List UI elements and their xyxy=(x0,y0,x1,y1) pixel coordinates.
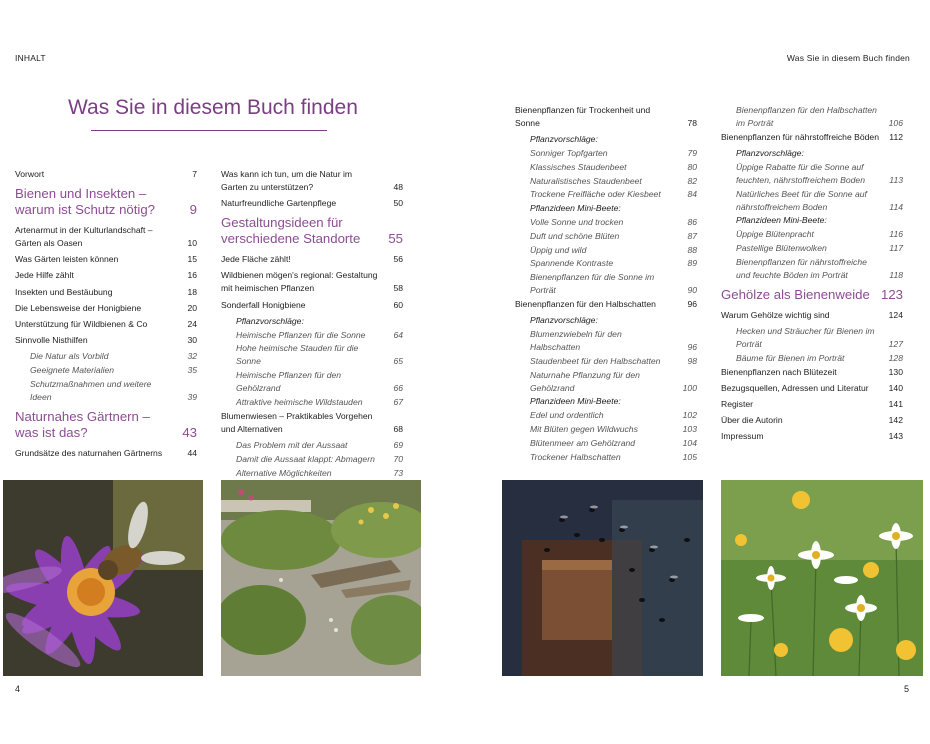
toc-entry-title: Bienenpflanzen für Trockenheit und Sonne xyxy=(515,105,651,128)
toc-entry-title: Pflanzideen Mini-Beete: xyxy=(530,396,621,407)
page-number-right: 5 xyxy=(903,684,909,694)
toc-group-label xyxy=(221,315,403,328)
toc-entry xyxy=(15,224,197,250)
toc-page-number: 67 xyxy=(393,396,403,407)
toc-entry xyxy=(221,197,403,210)
toc-entry-title: Edel und ordentlich xyxy=(530,410,604,421)
toc-entry xyxy=(515,104,697,130)
toc-entry-title: Schutzmaßnahmen und weitere Ideen xyxy=(30,378,152,402)
toc-page-number: 35 xyxy=(187,365,197,376)
toc-page-number: 66 xyxy=(393,383,403,394)
toc-entry-title: Bienenpflanzen für nährstoffreiche und feuchte Böden im Porträt xyxy=(736,256,867,280)
toc-entry xyxy=(721,414,903,427)
toc-entry-title: Alternative Möglichkeiten xyxy=(236,467,332,478)
toc-entry xyxy=(721,256,903,282)
toc-chapter-heading xyxy=(15,186,197,218)
toc-entry-title: Sonniger Topfgarten xyxy=(530,147,608,158)
toc-entry-title: Blumenzwiebeln für den Halbschatten xyxy=(530,328,622,352)
toc-page-number: 143 xyxy=(888,431,903,442)
toc-page-number: 20 xyxy=(187,302,197,313)
toc-entry xyxy=(15,334,197,347)
toc-page-number: 32 xyxy=(187,351,197,362)
toc-page-number: 113 xyxy=(889,174,903,185)
toc-entry-title: Mit Blüten gegen Wildwuchs xyxy=(530,423,638,434)
toc-entry-title: Heimische Pflanzen für die Sonne xyxy=(236,329,366,340)
toc-entry xyxy=(515,147,697,160)
toc-chapter-heading xyxy=(15,409,197,441)
toc-entry-title: Üppig und wild xyxy=(530,244,587,255)
toc-entry-title: Klassisches Staudenbeet xyxy=(530,161,627,172)
toc-entry xyxy=(721,366,903,379)
toc-entry-title: Hohe heimische Stauden für die Sonne xyxy=(236,343,359,367)
toc-entry xyxy=(15,350,197,363)
toc-group-label xyxy=(515,395,697,408)
toc-page-number: 79 xyxy=(687,147,697,158)
toc-entry xyxy=(221,396,403,409)
toc-page-number: 65 xyxy=(393,356,403,367)
toc-page-number: 127 xyxy=(888,338,903,349)
toc-chapter-heading xyxy=(221,215,403,247)
toc-page-number: 105 xyxy=(682,451,697,462)
toc-page-number: 87 xyxy=(687,230,697,241)
toc-entry-title: Volle Sonne und trocken xyxy=(530,216,624,227)
toc-entry-title: Blumenwiesen – Praktikables Vorgehen und Alternativen xyxy=(221,410,373,434)
toc-column-1 xyxy=(15,168,197,463)
toc-page-number: 80 xyxy=(687,161,697,172)
toc-entry xyxy=(15,286,197,299)
toc-entry xyxy=(221,253,403,266)
toc-column-4 xyxy=(721,104,903,446)
toc-page-number: 141 xyxy=(888,398,903,409)
toc-page-number: 18 xyxy=(187,286,197,297)
toc-entry xyxy=(721,161,903,187)
toc-page-number: 89 xyxy=(687,258,697,269)
toc-page-number: 130 xyxy=(888,366,903,377)
toc-entry-title: Hecken und Sträucher für Bienen im Porträt xyxy=(736,325,875,349)
toc-entry xyxy=(721,104,903,130)
photo-daisy-meadow xyxy=(721,480,923,676)
toc-entry xyxy=(721,131,903,144)
toc-page-number: 86 xyxy=(687,216,697,227)
toc-entry-title: Gestaltungsideen für verschiedene Standorte xyxy=(221,215,361,247)
toc-entry xyxy=(15,364,197,377)
toc-entry-title: Naturnahes Gärtnern – was ist das? xyxy=(15,408,150,440)
toc-page-number: 58 xyxy=(393,283,403,294)
toc-page-number: 142 xyxy=(888,415,903,426)
toc-chapter-heading xyxy=(721,287,903,303)
toc-entry-title: Impressum xyxy=(721,431,764,442)
toc-group-label xyxy=(515,314,697,327)
toc-entry xyxy=(515,355,697,368)
toc-entry-title: Trockene Freifläche oder Kiesbeet xyxy=(530,189,661,200)
toc-entry xyxy=(515,188,697,201)
toc-entry-title: Natürliches Beet für die Sonne auf nährstoffreichem Boden xyxy=(736,188,867,212)
toc-page-number: 68 xyxy=(393,423,403,434)
toc-page-number: 70 xyxy=(393,453,403,464)
toc-entry-title: Grundsätze des naturnahen Gärtnerns xyxy=(15,447,163,458)
toc-page-number: 123 xyxy=(880,286,903,302)
toc-entry-title: Pflanzideen Mini-Beete: xyxy=(530,203,621,214)
toc-entry-title: Blütenmeer am Gehölzrand xyxy=(530,437,636,448)
toc-entry-title: Jede Fläche zählt! xyxy=(221,254,291,265)
toc-entry-title: Unterstützung für Wildbienen & Co xyxy=(15,318,148,329)
toc-entry-title: Die Natur als Vorbild xyxy=(30,351,109,362)
toc-entry-title: Insekten und Bestäubung xyxy=(15,286,113,297)
toc-entry-title: Trockener Halbschatten xyxy=(530,451,621,462)
toc-page-number: 55 xyxy=(388,231,403,247)
toc-entry xyxy=(515,451,697,464)
toc-page-number: 128 xyxy=(888,352,903,363)
toc-entry-title: Vorwort xyxy=(15,169,45,179)
toc-entry-title: Die Lebensweise der Honigbiene xyxy=(15,302,142,313)
toc-entry-title: Pflanzvorschläge: xyxy=(530,134,598,145)
toc-group-label xyxy=(721,147,903,160)
toc-entry xyxy=(15,269,197,282)
toc-entry-title: Bezugsquellen, Adressen und Literatur xyxy=(721,382,869,393)
toc-entry xyxy=(221,369,403,395)
toc-entry xyxy=(221,168,403,194)
toc-page-number: 9 xyxy=(189,202,197,217)
toc-page-number: 39 xyxy=(187,391,197,402)
toc-entry xyxy=(15,302,197,315)
toc-entry-title: Spannende Kontraste xyxy=(530,258,614,269)
toc-page-number: 43 xyxy=(182,424,197,440)
toc-page-number: 88 xyxy=(687,244,697,255)
toc-entry xyxy=(515,409,697,422)
toc-entry-title: Gehölze als Bienenweide xyxy=(721,286,870,302)
toc-entry-title: Pflanzvorschläge: xyxy=(236,315,304,326)
toc-entry-title: Pflanzvorschläge: xyxy=(736,147,804,158)
page-title: Was Sie in diesem Buch finden xyxy=(68,96,358,119)
toc-entry-title: Das Problem mit der Aussaat xyxy=(236,439,348,450)
toc-entry-title: Damit die Aussaat klappt: Abmagern xyxy=(236,453,375,464)
toc-entry xyxy=(515,298,697,311)
toc-entry-title: Attraktive heimische Wildstauden xyxy=(236,396,363,407)
toc-entry-title: Duft und schöne Blüten xyxy=(530,230,620,241)
toc-page-number: 50 xyxy=(393,198,403,209)
toc-page-number: 104 xyxy=(682,437,697,448)
toc-entry-title: Bäume für Bienen im Porträt xyxy=(736,352,845,363)
toc-entry xyxy=(221,269,403,295)
toc-group-label xyxy=(721,214,903,227)
toc-page-number: 7 xyxy=(192,169,197,179)
toc-page-number: 103 xyxy=(682,423,697,434)
toc-page-number: 73 xyxy=(393,467,403,478)
toc-entry xyxy=(515,369,697,395)
toc-page-number: 102 xyxy=(682,410,697,421)
toc-entry-title: Bienenpflanzen für die Sonne im Porträt xyxy=(530,272,655,296)
toc-entry-title: Über die Autorin xyxy=(721,415,783,426)
toc-entry xyxy=(15,318,197,331)
toc-entry xyxy=(515,271,697,297)
toc-page-number: 78 xyxy=(687,118,697,128)
toc-entry-title: Artenarmut in der Kulturlandschaft – Gärten als Oasen xyxy=(15,225,153,248)
toc-group-label xyxy=(515,202,697,215)
toc-entry xyxy=(721,242,903,255)
toc-entry xyxy=(515,257,697,270)
toc-entry-title: Staudenbeet für den Halbschatten xyxy=(530,355,661,366)
toc-entry-title: Naturalistisches Staudenbeet xyxy=(530,175,642,186)
toc-page-number: 116 xyxy=(889,229,903,240)
photo-gravel-garden xyxy=(221,480,421,676)
toc-entry xyxy=(721,398,903,411)
toc-entry xyxy=(15,168,197,181)
toc-page-number: 44 xyxy=(187,447,197,458)
toc-page-number: 84 xyxy=(687,189,697,200)
toc-group-label xyxy=(515,133,697,146)
toc-page-number: 96 xyxy=(687,298,697,309)
toc-column-2 xyxy=(221,168,403,494)
toc-entry-title: Üppige Blütenpracht xyxy=(736,229,814,240)
toc-entry-title: Was kann ich tun, um die Natur im Garten zu unterstützen? xyxy=(221,169,353,192)
toc-entry-title: Bienenpflanzen für nährstoffreiche Böden xyxy=(721,131,879,142)
toc-entry xyxy=(515,244,697,257)
toc-entry xyxy=(221,329,403,342)
photo-bees-at-hive xyxy=(502,480,703,676)
toc-entry xyxy=(515,161,697,174)
toc-page-number: 16 xyxy=(187,270,197,281)
toc-entry-title: Üppige Rabatte für die Sonne auf feuchten, nährstoffreichem Boden xyxy=(736,161,865,185)
title-rule xyxy=(91,130,327,131)
toc-entry-title: Jede Hilfe zählt xyxy=(15,270,74,281)
toc-column-3 xyxy=(515,104,697,464)
toc-entry-title: Bienenpflanzen für den Halbschatten im Porträt xyxy=(736,105,877,128)
toc-entry xyxy=(721,325,903,351)
toc-entry-title: Pastellige Blütenwolken xyxy=(736,242,827,253)
toc-entry-title: Heimische Pflanzen für den Gehölzrand xyxy=(236,370,342,394)
toc-entry xyxy=(221,299,403,312)
toc-entry-title: Sinnvolle Nisthilfen xyxy=(15,335,88,346)
toc-page-number: 100 xyxy=(682,382,697,393)
toc-page-number: 48 xyxy=(393,182,403,192)
toc-entry xyxy=(15,447,197,460)
toc-entry xyxy=(721,382,903,395)
toc-entry-title: Wildbienen mögen's regional: Gestaltung mit heimischen Pflanzen xyxy=(221,270,378,294)
toc-entry xyxy=(15,378,197,404)
toc-entry xyxy=(721,228,903,241)
toc-entry xyxy=(221,467,403,480)
page-number-left: 4 xyxy=(15,684,21,694)
toc-page-number: 117 xyxy=(889,242,903,253)
photo-bee-on-aster xyxy=(3,480,203,676)
running-header-right: Was Sie in diesem Buch finden xyxy=(786,53,910,63)
toc-entry-title: Sonderfall Honigbiene xyxy=(221,299,306,310)
toc-entry-title: Pflanzvorschläge: xyxy=(530,315,598,326)
toc-entry-title: Bienen und Insekten – warum ist Schutz nötig? xyxy=(15,186,155,217)
toc-entry-title: Was Gärten leisten können xyxy=(15,254,119,265)
toc-page-number: 15 xyxy=(187,254,197,265)
toc-page-number: 10 xyxy=(187,238,197,248)
toc-entry xyxy=(221,342,403,368)
running-header-left: INHALT xyxy=(15,53,46,63)
toc-entry xyxy=(515,230,697,243)
toc-entry-title: Geeignete Materialien xyxy=(30,365,115,376)
toc-entry-title: Naturnahe Pflanzung für den Gehölzrand xyxy=(530,369,640,393)
toc-page-number: 90 xyxy=(687,285,697,296)
toc-entry-title: Bienenpflanzen für den Halbschatten xyxy=(515,298,656,309)
toc-page-number: 24 xyxy=(187,318,197,329)
toc-page-number: 140 xyxy=(888,382,903,393)
toc-page-number: 69 xyxy=(393,439,403,450)
toc-page-number: 30 xyxy=(187,335,197,346)
toc-entry xyxy=(221,453,403,466)
toc-page-number: 64 xyxy=(393,329,403,340)
toc-entry xyxy=(221,410,403,436)
toc-page-number: 60 xyxy=(393,299,403,310)
toc-page-number: 82 xyxy=(687,175,697,186)
toc-entry xyxy=(721,430,903,443)
toc-page-number: 112 xyxy=(889,131,903,142)
toc-page-number: 96 xyxy=(687,341,697,352)
toc-page-number: 124 xyxy=(888,309,903,320)
toc-page-number: 56 xyxy=(393,254,403,265)
toc-page-number: 106 xyxy=(888,118,903,128)
toc-entry xyxy=(515,437,697,450)
toc-entry xyxy=(721,352,903,365)
toc-entry xyxy=(221,439,403,452)
toc-entry-title: Register xyxy=(721,398,753,409)
toc-entry xyxy=(721,309,903,322)
toc-page-number: 98 xyxy=(687,355,697,366)
toc-entry xyxy=(15,253,197,266)
toc-entry xyxy=(515,175,697,188)
toc-entry xyxy=(721,188,903,214)
toc-entry-title: Bienenpflanzen nach Blütezeit xyxy=(721,366,837,377)
toc-entry-title: Warum Gehölze wichtig sind xyxy=(721,309,830,320)
toc-entry xyxy=(515,216,697,229)
toc-entry xyxy=(515,328,697,354)
toc-page-number: 118 xyxy=(889,269,903,280)
toc-entry-title: Pflanzideen Mini-Beete: xyxy=(736,215,827,226)
toc-entry-title: Naturfreundliche Gartenpflege xyxy=(221,198,337,209)
toc-page-number: 114 xyxy=(889,201,903,212)
toc-entry xyxy=(515,423,697,436)
